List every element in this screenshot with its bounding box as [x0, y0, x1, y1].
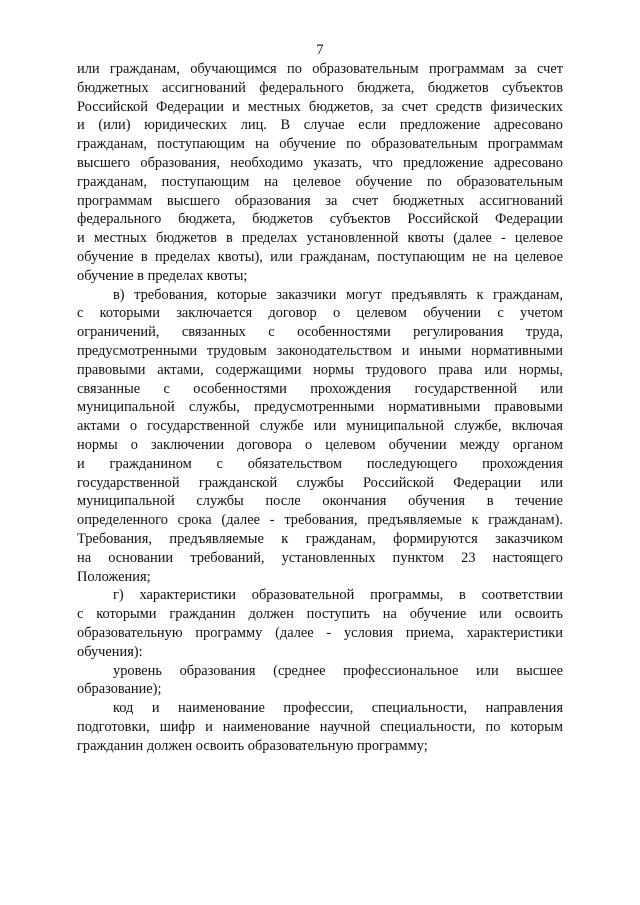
text-line: гражданам, поступающим на обучение по образовательным программам — [77, 136, 563, 153]
text-line: обучение в пределах квоты), или гражданам, поступающим не на целевое — [77, 248, 563, 265]
text-line: ограничений, связанных с особенностями регулирования труда, — [77, 324, 563, 341]
text-line: подготовки, шифр и наименование научной специальности, по которым — [77, 718, 563, 735]
text-line: правовыми актами, содержащими нормы трудового права или нормы, — [77, 361, 563, 378]
text-line: обучение в пределах квоты; — [77, 267, 248, 284]
text-line: предусмотренными трудовым законодательством и иными нормативными — [77, 342, 563, 359]
page-number: 7 — [316, 42, 324, 58]
text-line: государственной гражданской службы Российской Федерации или — [77, 474, 563, 491]
text-line: образование); — [77, 681, 162, 698]
text-line: Российской Федерации и местных бюджетов, за счет средств физических — [77, 98, 563, 115]
text-line: г) характеристики образовательной программы, в соответствии — [113, 587, 563, 604]
text-line: Требования, предъявляемые к гражданам, формируются заказчиком — [77, 530, 563, 547]
text-line: бюджетных ассигнований федерального бюджета, бюджетов субъектов — [77, 79, 563, 96]
text-line: образовательную программу (далее - условия приема, характеристики — [77, 624, 563, 641]
text-line: программам высшего образования за счет бюджетных ассигнований — [77, 192, 563, 209]
text-line: или гражданам, обучающимся по образовательным программам за счет — [77, 61, 563, 77]
text-line: связанные с особенностями прохождения государственной или — [77, 380, 563, 397]
text-line: и местных бюджетов в пределах установленной квоты (далее - целевое — [77, 230, 563, 247]
document-body — [77, 60, 563, 755]
text-line: муниципальной службы после окончания обучения в течение — [77, 493, 563, 510]
text-line: гражданам, поступающим на целевое обучение по образовательным — [77, 173, 563, 190]
text-line: уровень образования (среднее профессиональное или высшее — [113, 662, 563, 679]
text-line: и (или) юридических лиц. В случае если предложение адресовано — [77, 117, 563, 134]
text-line: актами о государственной службе или муниципальной службе, включая — [77, 418, 563, 435]
text-line: гражданин должен освоить образовательную программу; — [77, 737, 428, 754]
text-line: с которыми гражданин должен поступить на обучение или освоить — [77, 606, 563, 623]
text-line: высшего образования, необходимо указать, что предложение адресовано — [77, 154, 563, 171]
text-line: в) требования, которые заказчики могут предъявлять к гражданам, — [113, 286, 563, 303]
text-line: на основании требований, установленных пунктом 23 настоящего — [77, 549, 563, 566]
text-line: определенного срока (далее - требования, предъявляемые к гражданам). — [77, 512, 563, 529]
text-line: обучения): — [77, 643, 143, 660]
text-line: и гражданином с обязательством последующего прохождения — [77, 455, 563, 472]
text-line: Положения; — [77, 568, 151, 585]
text-line: код и наименование профессии, специальности, направления — [113, 700, 563, 717]
text-line: с которыми заключается договор о целевом обучении с учетом — [77, 305, 563, 322]
text-line: нормы о заключении договора о целевом обучении между органом — [77, 436, 563, 453]
text-line: федерального бюджета, бюджетов субъектов Российской Федерации — [77, 211, 563, 228]
text-line: муниципальной службы, предусмотренными нормативными правовыми — [77, 399, 563, 416]
